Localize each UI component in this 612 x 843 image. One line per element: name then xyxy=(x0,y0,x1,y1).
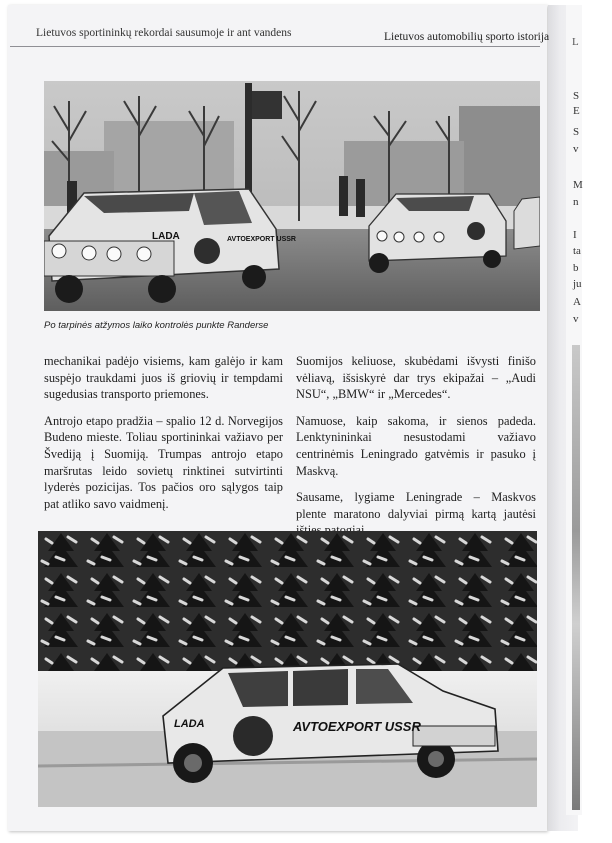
photo-rally-car-winter-image xyxy=(38,531,537,807)
facing-page-letter: ju xyxy=(573,278,582,290)
text-column-right xyxy=(296,353,536,549)
facing-page-letter: I xyxy=(573,229,577,241)
paragraph: Antrojo etapo pradžia – spalio 12 d. Norvegijos Budeno mieste. Toliau sportininkai važiavo per Švediją į Suomiją. Trumpas antrojo etapo maršrutas leido sovietų rinktinei sutvirtinti lyderės pozicijas. Tos pačios oro sąlygos taip pat atliko savo vaidmenį. xyxy=(44,413,283,511)
running-header-left: Lietuvos sportininkų rekordai sausumoje ir ant vandens xyxy=(36,27,292,39)
facing-page-header-fragment: L xyxy=(572,36,579,48)
paragraph: Namuose, kaip sakoma, ir sienos padeda. Lenktynininkai nesustodami važiavo centrinėmis Leningrado gatvėmis ir pasuko į Maskvą. xyxy=(296,413,536,478)
facing-page-letter: A xyxy=(573,296,581,308)
text-column-left xyxy=(44,353,283,522)
car-left xyxy=(44,189,296,303)
facing-page-letter: M xyxy=(573,179,583,191)
photo-rally-checkpoint xyxy=(44,81,540,311)
paragraph: Suomijos keliuose, skubėdami išvysti finišo vėliavą, išsiskyrė dar trys ekipažai – „Audi NSU“, „BMW“ ir „Mercedes“. xyxy=(296,354,536,402)
facing-page-letter: E xyxy=(573,105,580,117)
running-header-right: Lietuvos automobilių sporto istorija xyxy=(384,31,550,43)
facing-page-letter: S xyxy=(573,90,580,102)
paragraph: mechanikai padėjo visiems, kam galėjo ir kam suspėjo traukdami juos iš griovių ir tempdami sugedusias transporto priemones. xyxy=(44,354,283,402)
car-lettering-sponsor: AVTOEXPORT USSR xyxy=(293,719,421,734)
facing-page-letter: b xyxy=(573,262,579,274)
photo-rally-checkpoint-image xyxy=(44,81,540,311)
car-lettering-lada: LADA xyxy=(152,231,180,242)
facing-page-letter: v xyxy=(573,143,579,155)
car-lettering-sponsor: AVTOEXPORT USSR xyxy=(227,236,296,243)
photo-rally-car-winter xyxy=(38,531,537,807)
facing-page-letter: n xyxy=(573,196,579,208)
facing-page-photo-fragment xyxy=(572,345,580,810)
header-rule xyxy=(10,46,540,47)
facing-page-letter: v xyxy=(573,313,579,325)
facing-page-letter: ta xyxy=(573,245,581,257)
paragraph: Sausame, lygiame Leningrade – Maskvos plente maratono dalyviai pirmą kartą jautėsi xyxy=(296,490,536,521)
facing-page-letter: S xyxy=(573,126,580,138)
photo-caption: Po tarpinės atžymos laiko kontrolės punkte Randerse xyxy=(44,320,269,331)
car-lettering-lada: LADA xyxy=(174,718,205,730)
